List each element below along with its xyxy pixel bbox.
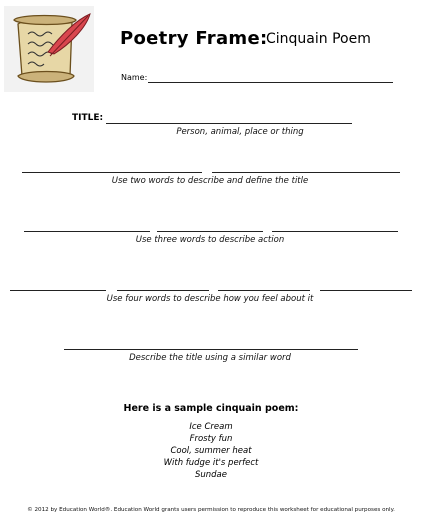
line2-word1[interactable] — [22, 172, 202, 173]
line4-hint: Use four words to describe how you feel about it — [106, 294, 314, 304]
line3-word2[interactable] — [157, 231, 263, 232]
scroll-quill-icon — [4, 6, 94, 92]
title-line[interactable] — [106, 123, 352, 124]
sample-heading: Here is a sample cinquain poem: — [123, 403, 299, 414]
line3-word1[interactable] — [24, 231, 150, 232]
name-line[interactable] — [148, 82, 393, 83]
title-hint: Person, animal, place or thing — [176, 127, 304, 137]
name-label: Name: — [121, 73, 148, 82]
line2-hint: Use two words to describe and define the title — [111, 176, 309, 186]
page-title: Poetry Frame: — [120, 28, 268, 49]
line3-hint: Use three words to describe action — [135, 235, 285, 245]
title-label: TITLE: — [72, 113, 104, 123]
sample-poem — [0, 421, 422, 481]
copyright-footer: © 2012 by Education World®. Education World grants users permission to reproduce this worksheet for educational purposes only. — [27, 507, 395, 513]
line5-word[interactable] — [64, 349, 358, 350]
line2-word2[interactable] — [212, 172, 400, 173]
page-subtitle: Cinquain Poem — [266, 31, 371, 47]
sample-line: Ice Cream — [189, 422, 233, 432]
sample-line: Cool, summer heat — [170, 446, 252, 456]
line4-word4[interactable] — [320, 290, 412, 291]
sample-line: Sundae — [194, 470, 227, 480]
sample-line: With fudge it's perfect — [163, 458, 259, 468]
line4-word3[interactable] — [218, 290, 310, 291]
line4-word1[interactable] — [10, 290, 106, 291]
line4-word2[interactable] — [117, 290, 209, 291]
sample-line: Frosty fun — [189, 434, 233, 444]
line3-word3[interactable] — [272, 231, 398, 232]
line5-hint: Describe the title using a similar word — [129, 353, 291, 363]
